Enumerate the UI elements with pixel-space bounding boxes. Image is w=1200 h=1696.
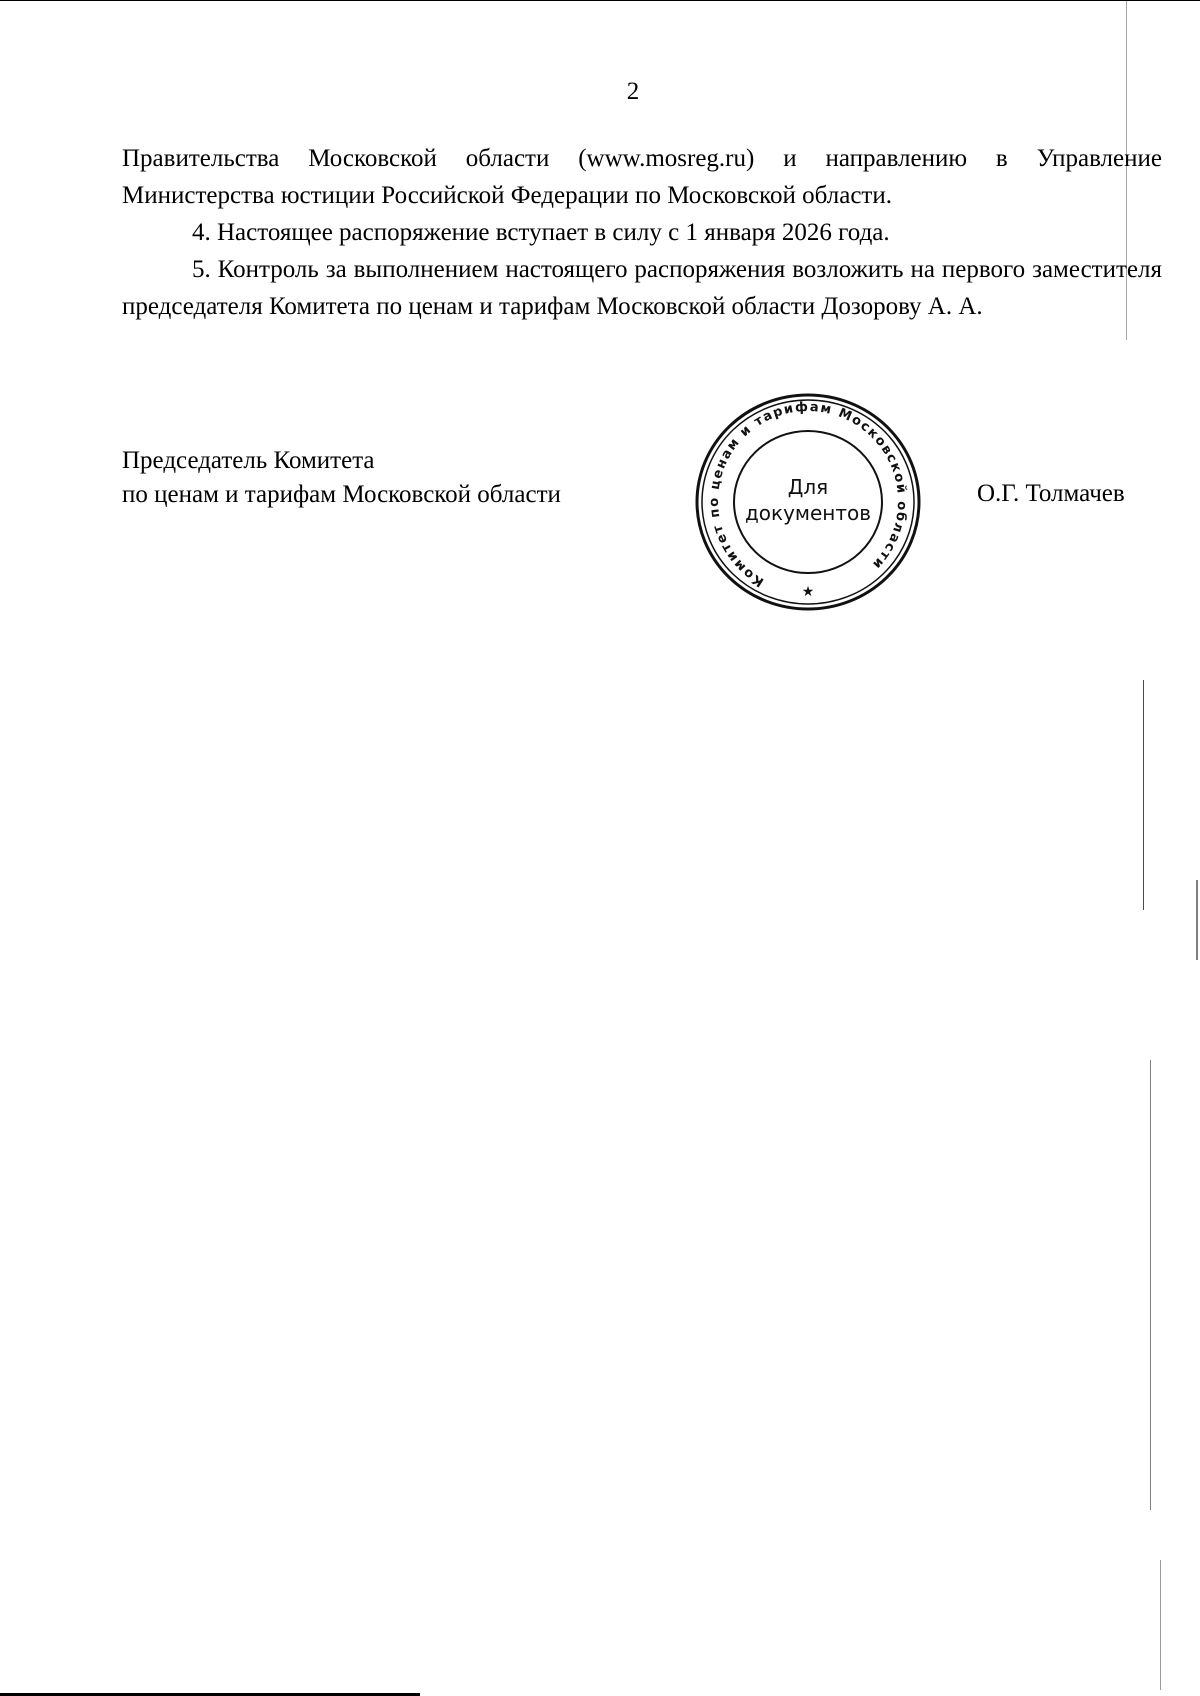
scan-edge-top [0,0,1200,1]
page-number: 2 [626,78,640,105]
scan-edge-right-2 [1143,680,1144,910]
scan-edge-right-4 [1160,1560,1161,1690]
official-seal-stamp [693,391,923,613]
signature-title-line-1: Председатель Комитета [122,447,375,474]
paragraph-5: 5. Контроль за выполнением настоящего распоряжения возложить на первого заместителя председателя Комитета по ценам и тарифам Московской области Дозорову А. А. [122,256,1162,320]
stamp-star-icon: ★ [801,584,815,600]
scan-edge-right-5 [1196,880,1198,960]
paragraph-continuation: Правительства Московской области (www.mosreg.ru) и направлению в Управление Министерства юстиции Российской Федерации по Московской области. [122,145,1162,209]
stamp-center-line-2: документов [744,501,872,525]
signature-title-line-2: по ценам и тарифам Московской области [122,481,561,508]
stamp-center-line-1: Для [787,475,829,499]
paragraph-4: 4. Настоящее распоряжение вступает в силу с 1 января 2026 года. [192,219,890,246]
stamp-ring-text: Комитет по ценам и тарифам Московской области [706,399,910,590]
body-text [122,140,1162,325]
scan-edge-right-3 [1150,1060,1151,1510]
signer-name: О.Г. Толмачев [977,480,1125,507]
signature-title [122,444,561,512]
